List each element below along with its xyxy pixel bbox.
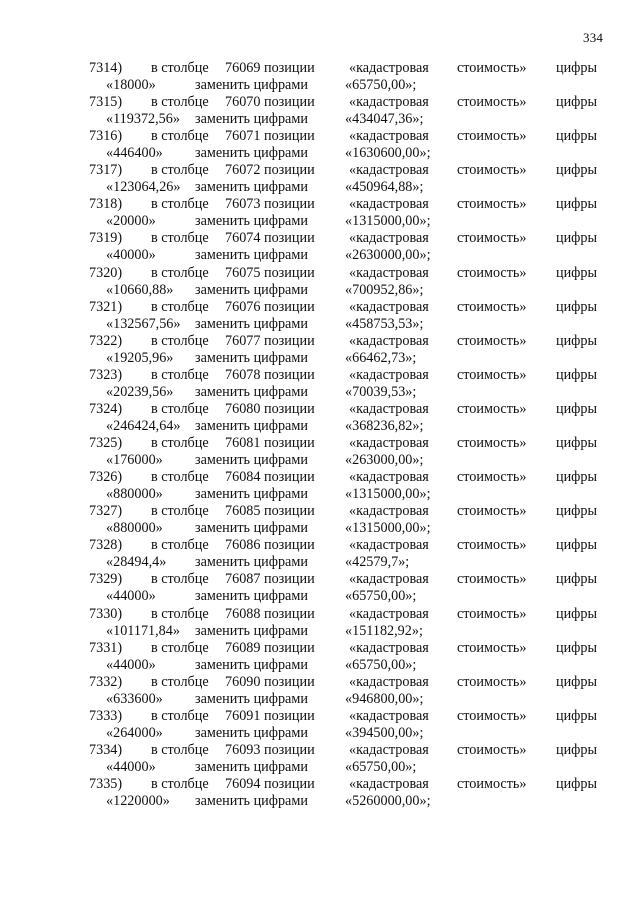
field-name-end: стоимость» [457,366,527,383]
replace-label: заменить цифрами [195,281,308,298]
digits-label: цифры [556,230,598,247]
field-name-end: стоимость» [457,537,527,554]
position-label: позиции [264,366,315,383]
replace-label: заменить цифрами [195,588,308,605]
old-value: «246424,64» [106,417,181,434]
old-value: «176000» [106,452,163,469]
field-name-start: «кадастровая [349,264,429,281]
page-number: 334 [583,30,604,45]
field-name-end: стоимость» [457,60,527,76]
field-name-start: «кадастровая [349,707,429,724]
field-name-end: стоимость» [457,503,527,520]
field-name-start: «кадастровая [349,503,429,520]
entry-number: 7319) [89,230,123,247]
field-name-start: «кадастровая [349,741,429,758]
replace-label: заменить цифрами [195,520,308,537]
new-value: «1315000,00»; [345,520,431,537]
old-value: «44000» [106,588,156,605]
old-value: «44000» [106,656,156,673]
old-value: «18000» [106,77,156,93]
entry-number: 7335) [89,775,123,792]
replace-label: заменить цифрами [195,77,308,93]
amendment-entry [0,776,640,810]
digits-label: цифры [556,332,598,349]
amendment-entry [0,537,640,571]
field-name-end: стоимость» [457,162,527,179]
field-name-start: «кадастровая [349,332,429,349]
position-label: позиции [264,162,315,179]
column-code: 76084 [225,469,261,486]
in-column-label: в столбце [151,196,209,213]
old-value: «633600» [106,690,163,707]
in-column-label: в столбце [151,332,209,349]
field-name-end: стоимость» [457,741,527,758]
new-value: «1630600,00»; [345,145,431,162]
column-code: 76081 [225,435,261,452]
column-code: 76073 [225,196,261,213]
old-value: «132567,56» [106,315,181,332]
in-column-label: в столбце [151,503,209,520]
position-label: позиции [264,94,315,111]
entry-number: 7320) [89,264,123,281]
new-value: «394500,00»; [345,724,424,741]
amendment-entry [0,230,640,264]
entry-number: 7328) [89,537,123,554]
digits-label: цифры [556,741,598,758]
entry-number: 7322) [89,332,123,349]
old-value: «1220000» [106,792,170,809]
digits-label: цифры [556,571,598,588]
amendment-entry [0,299,640,333]
new-value: «263000,00»; [345,452,424,469]
column-code: 76071 [225,128,261,145]
column-code: 76089 [225,639,261,656]
replace-label: заменить цифрами [195,690,308,707]
replace-label: заменить цифрами [195,111,308,128]
field-name-start: «кадастровая [349,230,429,247]
position-label: позиции [264,571,315,588]
new-value: «5260000,00»; [345,792,431,809]
entry-number: 7314) [89,60,123,76]
field-name-end: стоимость» [457,264,527,281]
amendment-entry [0,196,640,230]
digits-label: цифры [556,264,598,281]
amendment-entry [0,367,640,401]
amendment-entry [0,128,640,162]
field-name-start: «кадастровая [349,775,429,792]
replace-label: заменить цифрами [195,452,308,469]
new-value: «700952,86»; [345,281,424,298]
digits-label: цифры [556,605,598,622]
field-name-end: стоимость» [457,128,527,145]
in-column-label: в столбце [151,264,209,281]
column-code: 76075 [225,264,261,281]
entry-number: 7332) [89,673,123,690]
replace-label: заменить цифрами [195,792,308,809]
new-value: «66462,73»; [345,349,417,366]
old-value: «264000» [106,724,163,741]
in-column-label: в столбце [151,298,209,315]
column-code: 76072 [225,162,261,179]
new-value: «946800,00»; [345,690,424,707]
new-value: «70039,53»; [345,383,417,400]
old-value: «123064,26» [106,179,181,196]
column-code: 76093 [225,741,261,758]
replace-label: заменить цифрами [195,554,308,571]
position-label: позиции [264,775,315,792]
field-name-end: стоимость» [457,400,527,417]
replace-label: заменить цифрами [195,179,308,196]
field-name-start: «кадастровая [349,366,429,383]
entry-number: 7326) [89,469,123,486]
amendment-entry [0,94,640,128]
old-value: «28494,4» [106,554,167,571]
in-column-label: в столбце [151,435,209,452]
entry-number: 7325) [89,435,123,452]
field-name-end: стоимость» [457,230,527,247]
field-name-end: стоимость» [457,605,527,622]
field-name-start: «кадастровая [349,639,429,656]
position-label: позиции [264,469,315,486]
new-value: «151182,92»; [345,622,423,639]
new-value: «2630000,00»; [345,247,431,264]
in-column-label: в столбце [151,60,209,76]
amendment-entry [0,708,640,742]
new-value: «65750,00»; [345,656,417,673]
field-name-end: стоимость» [457,571,527,588]
column-code: 76094 [225,775,261,792]
position-label: позиции [264,264,315,281]
old-value: «446400» [106,145,163,162]
in-column-label: в столбце [151,230,209,247]
digits-label: цифры [556,128,598,145]
field-name-start: «кадастровая [349,298,429,315]
old-value: «19205,96» [106,349,174,366]
old-value: «880000» [106,520,163,537]
field-name-start: «кадастровая [349,196,429,213]
field-name-start: «кадастровая [349,571,429,588]
old-value: «101171,84» [106,622,180,639]
new-value: «434047,36»; [345,111,424,128]
digits-label: цифры [556,639,598,656]
digits-label: цифры [556,673,598,690]
position-label: позиции [264,298,315,315]
field-name-start: «кадастровая [349,162,429,179]
amendment-entry [0,333,640,367]
position-label: позиции [264,230,315,247]
digits-label: цифры [556,60,598,76]
replace-label: заменить цифрами [195,145,308,162]
old-value: «20000» [106,213,156,230]
column-code: 76086 [225,537,261,554]
field-name-end: стоимость» [457,94,527,111]
new-value: «450964,88»; [345,179,424,196]
amendment-entry [0,640,640,674]
amendment-entry [0,571,640,605]
replace-label: заменить цифрами [195,349,308,366]
replace-label: заменить цифрами [195,656,308,673]
old-value: «44000» [106,758,156,775]
replace-label: заменить цифрами [195,315,308,332]
position-label: позиции [264,639,315,656]
in-column-label: в столбце [151,366,209,383]
entry-number: 7323) [89,366,123,383]
in-column-label: в столбце [151,571,209,588]
amendment-list [0,60,640,810]
digits-label: цифры [556,537,598,554]
field-name-end: стоимость» [457,469,527,486]
field-name-start: «кадастровая [349,469,429,486]
in-column-label: в столбце [151,741,209,758]
in-column-label: в столбце [151,162,209,179]
column-code: 76091 [225,707,261,724]
digits-label: цифры [556,298,598,315]
new-value: «458753,53»; [345,315,424,332]
field-name-start: «кадастровая [349,605,429,622]
old-value: «119372,56» [106,111,180,128]
column-code: 76069 [225,60,261,76]
position-label: позиции [264,707,315,724]
position-label: позиции [264,503,315,520]
column-code: 76077 [225,332,261,349]
new-value: «65750,00»; [345,77,417,93]
column-code: 76085 [225,503,261,520]
position-label: позиции [264,435,315,452]
digits-label: цифры [556,94,598,111]
amendment-entry [0,469,640,503]
amendment-entry [0,265,640,299]
position-label: позиции [264,196,315,213]
position-label: позиции [264,128,315,145]
entry-number: 7331) [89,639,123,656]
entry-number: 7316) [89,128,123,145]
amendment-entry [0,674,640,708]
digits-label: цифры [556,366,598,383]
digits-label: цифры [556,196,598,213]
amendment-entry [0,503,640,537]
new-value: «1315000,00»; [345,213,431,230]
field-name-end: стоимость» [457,435,527,452]
replace-label: заменить цифрами [195,383,308,400]
position-label: позиции [264,332,315,349]
in-column-label: в столбце [151,605,209,622]
old-value: «10660,88» [106,281,174,298]
field-name-start: «кадастровая [349,94,429,111]
replace-label: заменить цифрами [195,724,308,741]
old-value: «40000» [106,247,156,264]
position-label: позиции [264,673,315,690]
column-code: 76074 [225,230,261,247]
column-code: 76070 [225,94,261,111]
entry-number: 7315) [89,94,123,111]
in-column-label: в столбце [151,400,209,417]
amendment-entry [0,60,640,94]
entry-number: 7318) [89,196,123,213]
column-code: 76087 [225,571,261,588]
in-column-label: в столбце [151,128,209,145]
field-name-end: стоимость» [457,673,527,690]
new-value: «65750,00»; [345,588,417,605]
replace-label: заменить цифрами [195,247,308,264]
position-label: позиции [264,400,315,417]
in-column-label: в столбце [151,707,209,724]
new-value: «1315000,00»; [345,486,431,503]
entry-number: 7333) [89,707,123,724]
digits-label: цифры [556,503,598,520]
replace-label: заменить цифрами [195,213,308,230]
position-label: позиции [264,605,315,622]
column-code: 76090 [225,673,261,690]
in-column-label: в столбце [151,469,209,486]
entry-number: 7324) [89,400,123,417]
digits-label: цифры [556,469,598,486]
entry-number: 7321) [89,298,123,315]
field-name-end: стоимость» [457,639,527,656]
column-code: 76080 [225,400,261,417]
digits-label: цифры [556,435,598,452]
replace-label: заменить цифрами [195,622,308,639]
digits-label: цифры [556,775,598,792]
field-name-start: «кадастровая [349,60,429,76]
position-label: позиции [264,537,315,554]
amendment-entry [0,742,640,776]
field-name-end: стоимость» [457,775,527,792]
field-name-start: «кадастровая [349,435,429,452]
amendment-entry [0,435,640,469]
in-column-label: в столбце [151,775,209,792]
amendment-entry [0,606,640,640]
new-value: «368236,82»; [345,417,424,434]
in-column-label: в столбце [151,94,209,111]
new-value: «65750,00»; [345,758,417,775]
field-name-start: «кадастровая [349,400,429,417]
field-name-end: стоимость» [457,298,527,315]
entry-number: 7329) [89,571,123,588]
amendment-entry [0,162,640,196]
in-column-label: в столбце [151,639,209,656]
entry-number: 7327) [89,503,123,520]
position-label: позиции [264,60,315,76]
entry-number: 7330) [89,605,123,622]
new-value: «42579,7»; [345,554,410,571]
digits-label: цифры [556,707,598,724]
column-code: 76078 [225,366,261,383]
digits-label: цифры [556,400,598,417]
column-code: 76076 [225,298,261,315]
replace-label: заменить цифрами [195,417,308,434]
entry-number: 7334) [89,741,123,758]
old-value: «20239,56» [106,383,174,400]
field-name-start: «кадастровая [349,128,429,145]
replace-label: заменить цифрами [195,486,308,503]
field-name-start: «кадастровая [349,673,429,690]
field-name-start: «кадастровая [349,537,429,554]
digits-label: цифры [556,162,598,179]
field-name-end: стоимость» [457,196,527,213]
in-column-label: в столбце [151,537,209,554]
amendment-entry [0,401,640,435]
field-name-end: стоимость» [457,707,527,724]
position-label: позиции [264,741,315,758]
replace-label: заменить цифрами [195,758,308,775]
old-value: «880000» [106,486,163,503]
column-code: 76088 [225,605,261,622]
entry-number: 7317) [89,162,123,179]
in-column-label: в столбце [151,673,209,690]
field-name-end: стоимость» [457,332,527,349]
